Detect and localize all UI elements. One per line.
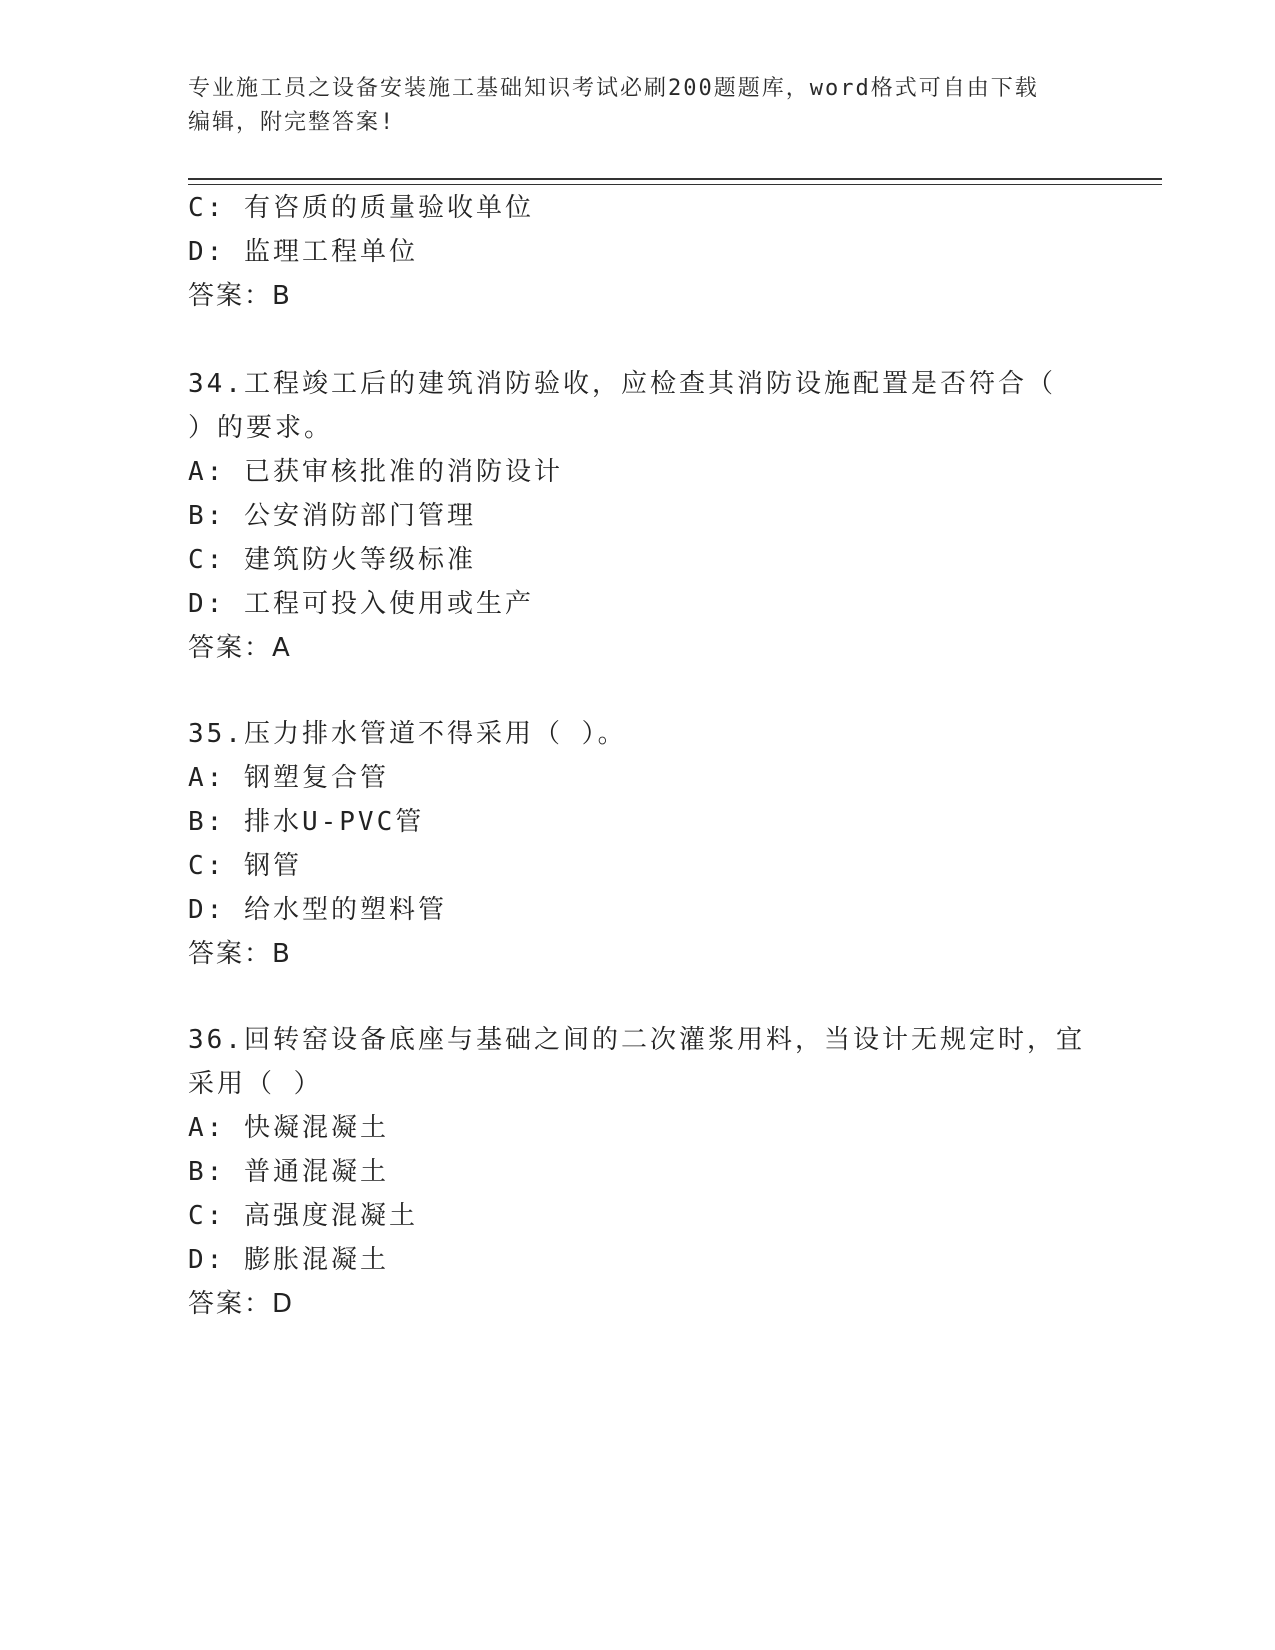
question-36-option-a: A: 快凝混凝土 xyxy=(188,1113,389,1143)
question-35-stem-line-1: 35.压力排水管道不得采用（ ）。 xyxy=(188,719,627,749)
question-34-option-b: B: 公安消防部门管理 xyxy=(188,501,476,531)
header-divider-thick xyxy=(188,178,1162,180)
question-35-option-c: C: 钢管 xyxy=(188,851,302,881)
question-34-option-d: D: 工程可投入使用或生产 xyxy=(188,589,534,619)
question-36-option-d: D: 膨胀混凝土 xyxy=(188,1245,389,1275)
question-36-stem-line-1: 36.回转窑设备底座与基础之间的二次灌浆用料，当设计无规定时，宜 xyxy=(188,1025,1085,1055)
header-divider-thin xyxy=(188,184,1162,185)
prev-option-d: D: 监理工程单位 xyxy=(188,237,418,267)
question-34-stem-line-2: ）的要求。 xyxy=(188,413,334,443)
question-36-stem-line-2: 采用（ ） xyxy=(188,1069,323,1099)
question-36-answer xyxy=(188,1287,294,1321)
question-34-stem-line-1: 34.工程竣工后的建筑消防验收，应检查其消防设施配置是否符合（ xyxy=(188,369,1056,399)
question-35-option-a: A: 钢塑复合管 xyxy=(188,763,389,793)
header-line-2: 编辑，附完整答案! xyxy=(188,110,396,135)
answer-label: 答案： xyxy=(188,633,273,663)
question-36-option-b: B: 普通混凝土 xyxy=(188,1157,389,1187)
question-34-answer xyxy=(188,631,292,665)
question-35-answer xyxy=(188,937,292,971)
answer-value: D xyxy=(272,1289,295,1319)
question-35-option-b: B: 排水U-PVC管 xyxy=(188,807,425,837)
question-36-option-c: C: 高强度混凝土 xyxy=(188,1201,418,1231)
answer-label: 答案： xyxy=(188,281,273,311)
question-35-option-d: D: 给水型的塑料管 xyxy=(188,895,447,925)
prev-answer xyxy=(188,279,292,313)
answer-label: 答案： xyxy=(188,1289,273,1319)
document-header xyxy=(188,72,1088,140)
prev-option-c: C: 有咨质的质量验收单位 xyxy=(188,193,534,223)
answer-value: B xyxy=(272,281,292,311)
answer-label: 答案： xyxy=(188,939,273,969)
answer-value: B xyxy=(272,939,292,969)
answer-value: A xyxy=(272,633,292,663)
question-34-option-a: A: 已获审核批准的消防设计 xyxy=(188,457,563,487)
header-line-1: 专业施工员之设备安装施工基础知识考试必刷200题题库，word格式可自由下载 xyxy=(188,76,1039,101)
question-34-option-c: C: 建筑防火等级标准 xyxy=(188,545,476,575)
